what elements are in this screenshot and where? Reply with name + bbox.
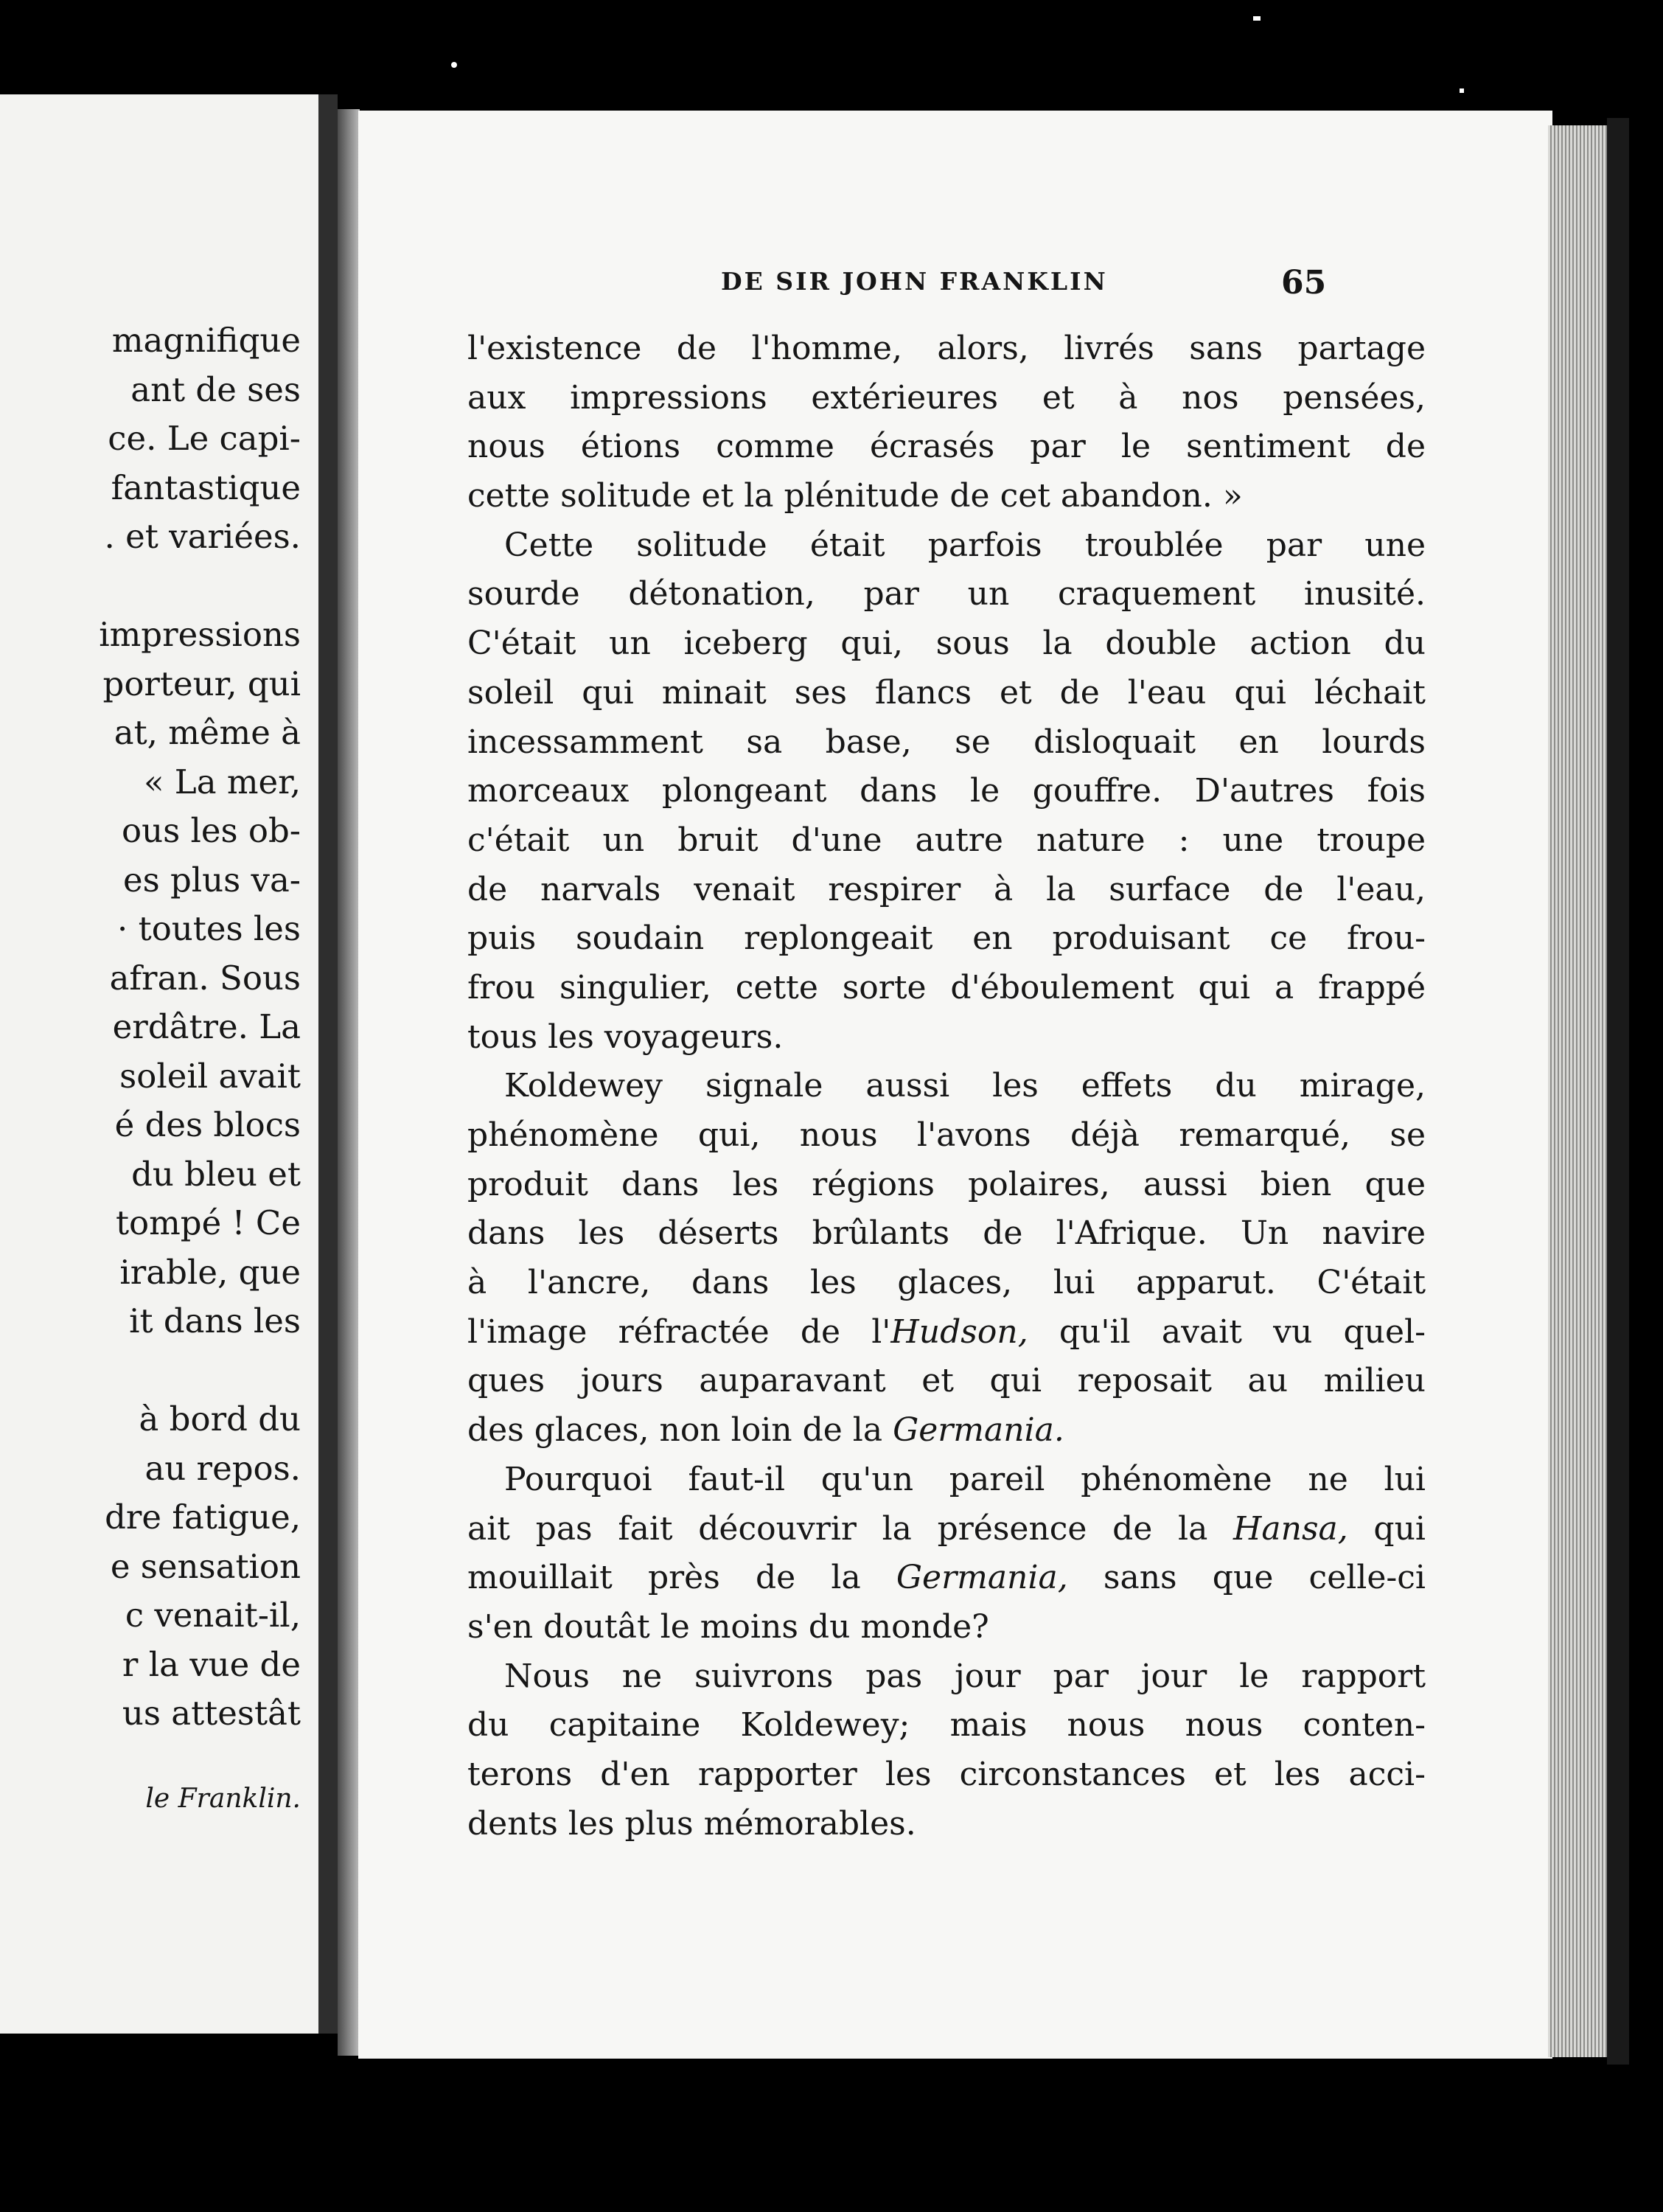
text-line: nous étions comme écrasés par le sentiment de <box>467 428 1426 466</box>
running-head: DE SIR JOHN FRANKLIN <box>721 267 1108 296</box>
left-page-line: ous les ob- <box>122 811 301 850</box>
left-page-line: é des blocs <box>114 1105 301 1144</box>
text-line: Koldewey signale aussi les effets du mirage, <box>504 1067 1426 1105</box>
left-page-line: at, même à <box>114 713 301 752</box>
text-run: mouillait près de la <box>467 1559 896 1597</box>
text-line: C'était un iceberg qui, sous la double action du <box>467 625 1426 663</box>
text-line: aux impressions extérieures et à nos pensées, <box>467 378 1426 417</box>
text-line: morceaux plongeant dans le gouffre. D'autres fois <box>467 772 1426 810</box>
left-page-line: irable, que <box>119 1252 301 1292</box>
left-page-line: · toutes les <box>117 909 301 948</box>
text-line: dans les déserts brûlants de l'Afrique. Un navire <box>467 1214 1426 1253</box>
text-run: qu'il avait vu quel- <box>1028 1312 1426 1351</box>
left-page-line: du bleu et <box>131 1154 301 1194</box>
left-page-line: erdâtre. La <box>112 1007 301 1046</box>
left-page-line: impressions <box>99 615 301 654</box>
text-line: terons d'en rapporter les circonstances et les acci- <box>467 1755 1426 1793</box>
text-line: soleil qui minait ses flancs et de l'eau qui léchait <box>467 673 1426 712</box>
left-page-line: soleil avait <box>119 1056 301 1096</box>
left-page-line: tompé ! Ce <box>115 1203 301 1242</box>
text-line: frou singulier, cette sorte d'éboulement qui a frappé <box>467 968 1426 1006</box>
left-page-line: e sensation <box>110 1546 301 1586</box>
text-line: sourde détonation, par un craquement inusité. <box>467 575 1426 613</box>
text-line <box>467 1308 1426 1357</box>
left-page-line: dre fatigue, <box>105 1498 301 1537</box>
text-line: tous les voyageurs. <box>467 1018 784 1056</box>
text-line: à l'ancre, dans les glaces, lui apparut. C'était <box>467 1264 1426 1302</box>
page-number: 65 <box>1281 264 1327 302</box>
dust-speck <box>451 62 457 68</box>
text-line: produit dans les régions polaires, aussi bien que <box>467 1165 1426 1203</box>
text-line: s'en doutât le moins du monde? <box>467 1607 989 1646</box>
ship-name-hudson: Hudson, <box>890 1312 1028 1351</box>
left-page-line: . et variées. <box>104 517 301 556</box>
left-page-line: porteur, qui <box>102 664 301 703</box>
text-line: du capitaine Koldewey; mais nous nous conten- <box>467 1706 1426 1745</box>
text-line: dents les plus mémorables. <box>467 1804 916 1843</box>
text-run: l'image réfractée de l' <box>467 1312 891 1351</box>
left-page-line: es plus va- <box>122 860 301 900</box>
page-body <box>467 324 1426 1848</box>
text-line: Nous ne suivrons pas jour par jour le rapport <box>504 1657 1426 1695</box>
text-line: Pourquoi faut-il qu'un pareil phénomène ne lui <box>504 1460 1426 1498</box>
text-run: sans que celle-ci <box>1067 1559 1426 1597</box>
right-page <box>358 111 1552 2059</box>
left-page-line: ant de ses <box>130 369 301 409</box>
left-page-line: au repos. <box>144 1448 301 1488</box>
text-run: des glaces, non loin de la <box>467 1411 893 1450</box>
text-run: ait pas fait découvrir la présence de la <box>467 1509 1233 1548</box>
text-line <box>467 1505 1426 1554</box>
text-line: l'existence de l'homme, alors, livrés sans partage <box>467 330 1426 367</box>
left-page-line: à bord du <box>139 1399 301 1439</box>
text-run: qui <box>1348 1509 1426 1548</box>
left-page-footnote: le Franklin. <box>145 1784 301 1814</box>
left-page-line: it dans les <box>129 1301 301 1340</box>
text-line: incessamment sa base, se disloquait en lourds <box>467 723 1426 761</box>
text-line <box>467 1406 1426 1455</box>
left-page-line: ce. Le capi- <box>108 419 301 458</box>
dust-speck <box>1460 88 1464 93</box>
text-line <box>467 1554 1426 1603</box>
left-page-line: magnifique <box>111 321 301 360</box>
left-page-line: « La mer, <box>143 762 301 801</box>
dust-speck <box>1253 16 1261 21</box>
text-line: de narvals venait respirer à la surface de l'eau, <box>467 870 1426 908</box>
text-line: c'était un bruit d'une autre nature : une troupe <box>467 821 1426 859</box>
text-line: puis soudain replongeait en produisant ce frou- <box>467 919 1426 958</box>
page-edges <box>1548 125 1607 2057</box>
text-line: cette solitude et la plénitude de cet abandon. » <box>467 477 1243 515</box>
left-page-line: us attestât <box>122 1694 301 1733</box>
page-edges-shadow <box>1607 118 1629 2065</box>
text-line: Cette solitude était parfois troublée par une <box>504 526 1426 564</box>
left-page-line: r la vue de <box>122 1644 301 1684</box>
left-page-line: fantastique <box>111 467 301 507</box>
ship-name-germania: Germania, <box>896 1559 1068 1597</box>
text-line: ques jours auparavant et qui reposait au milieu <box>467 1362 1426 1400</box>
left-page-line: afran. Sous <box>109 958 301 998</box>
ship-name-germania: Germania. <box>893 1411 1064 1450</box>
gutter-shadow <box>338 109 360 2056</box>
left-facing-page <box>0 94 338 2034</box>
left-page-line: c venait-il, <box>125 1596 301 1635</box>
ship-name-hansa: Hansa, <box>1233 1509 1348 1548</box>
text-line: phénomène qui, nous l'avons déjà remarqué, se <box>467 1116 1426 1154</box>
